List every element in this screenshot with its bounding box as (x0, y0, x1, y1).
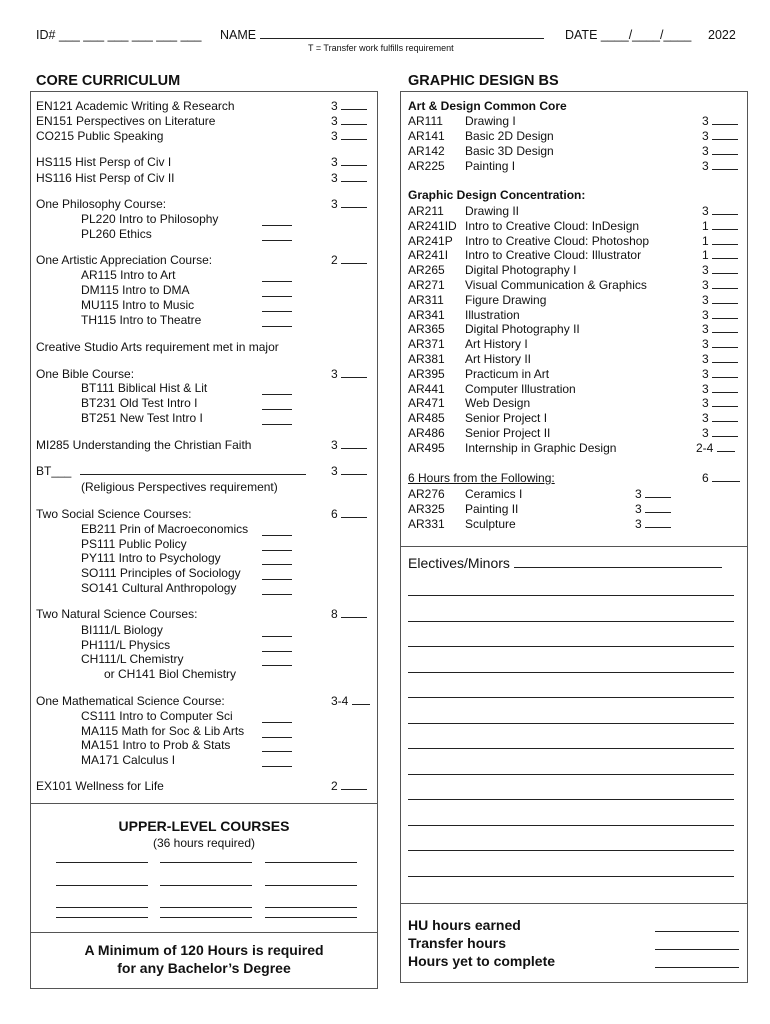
core-course-label: PS111 Public Policy (81, 537, 187, 551)
upper-level-course-line[interactable] (56, 885, 148, 886)
course-name: Basic 3D Design (465, 144, 554, 158)
course-name: Senior Project II (465, 426, 551, 440)
id-label: ID# (36, 28, 56, 42)
course-code: AR341 (408, 307, 445, 322)
major-credit[interactable] (702, 367, 738, 381)
credit-blank[interactable] (341, 607, 367, 618)
upper-level-course-line[interactable] (265, 917, 357, 918)
credit-value: 3 (702, 263, 709, 278)
major-credit[interactable] (702, 396, 738, 410)
course-code: AR381 (408, 352, 445, 366)
elective-line[interactable] (408, 697, 734, 698)
credit-blank[interactable] (341, 155, 367, 166)
core-course-label: Two Social Science Courses: (36, 507, 192, 521)
hours-yet-label: Hours yet to complete (408, 953, 556, 969)
credit-blank[interactable] (712, 382, 738, 393)
major-course-row (408, 114, 516, 128)
credit-value: 8 (331, 607, 338, 621)
core-credit[interactable] (331, 129, 367, 143)
course-code: AR111 (408, 114, 443, 128)
option-check-blank[interactable] (262, 727, 292, 738)
course-name: Drawing I (465, 114, 516, 128)
course-name: Sculpture (465, 517, 516, 531)
course-name: Drawing II (465, 204, 520, 218)
core-credit[interactable] (331, 114, 367, 128)
core-course-label: EX101 Wellness for Life (36, 779, 164, 793)
credit-blank[interactable] (341, 114, 367, 125)
major-course-row (408, 426, 550, 440)
credit-value: 3 (702, 114, 709, 128)
core-course-label: DM115 Intro to DMA (81, 283, 190, 297)
course-code: AR485 (408, 411, 445, 426)
credit-blank[interactable] (712, 322, 738, 333)
credit-blank[interactable] (645, 502, 671, 513)
credit-value: 3 (702, 322, 709, 337)
credit-value: 2 (331, 253, 338, 267)
course-code: AR365 (408, 322, 445, 337)
elective-line[interactable] (408, 748, 734, 749)
major-title: GRAPHIC DESIGN BS (408, 73, 559, 89)
core-credit[interactable] (331, 779, 367, 793)
credit-value: 3 (702, 366, 709, 381)
option-check-blank[interactable] (262, 399, 292, 410)
core-credit[interactable] (331, 99, 367, 113)
core-credit[interactable] (331, 367, 367, 381)
major-course-row (408, 487, 522, 501)
core-course-label: PH111/L Physics (81, 638, 171, 652)
credit-blank[interactable] (712, 411, 738, 422)
major-course-row (408, 337, 528, 351)
upper-level-course-line[interactable] (160, 885, 252, 886)
credit-blank[interactable] (341, 253, 367, 264)
major-credit[interactable] (702, 322, 738, 336)
course-code: AR241I (408, 248, 449, 263)
credit-value: 1 (702, 248, 709, 263)
course-name: Figure Drawing (465, 292, 547, 307)
electives-title (408, 555, 722, 571)
core-course-label: MU115 Intro to Music (81, 298, 195, 312)
transfer-hours-label: Transfer hours (408, 935, 507, 951)
major-course-row (408, 411, 547, 425)
core-course-label: One Bible Course: (36, 367, 135, 381)
major-course-row (408, 219, 639, 233)
credit-value: 3 (331, 367, 338, 381)
credit-value: 3 (702, 144, 709, 158)
option-check-blank[interactable] (262, 569, 292, 580)
credit-value: 3 (331, 171, 338, 185)
major-course-row (408, 159, 515, 173)
core-course-label: Creative Studio Arts requirement met in major (36, 340, 279, 354)
credit-blank[interactable] (712, 337, 738, 348)
credit-blank[interactable] (712, 308, 738, 319)
hours-yet-input[interactable] (655, 967, 739, 968)
name-field[interactable] (220, 28, 544, 42)
transfer-hours-input[interactable] (655, 949, 739, 950)
credit-blank[interactable] (712, 159, 738, 170)
credit-blank[interactable] (712, 278, 738, 289)
core-course-label: SO141 Cultural Anthropology (81, 581, 237, 595)
major-course-row (408, 382, 576, 396)
credit-blank[interactable] (717, 441, 735, 452)
elective-line[interactable] (408, 621, 734, 622)
credit-blank[interactable] (712, 204, 738, 215)
course-code: AR441 (408, 381, 445, 396)
major-course-row (408, 234, 649, 248)
elective-line[interactable] (408, 646, 734, 647)
option-check-blank[interactable] (262, 215, 292, 226)
major-course-row (408, 248, 641, 262)
concentration-title: Graphic Design Concentration: (408, 188, 586, 202)
upper-level-course-line[interactable] (56, 862, 148, 863)
core-course-label: MA171 Calculus I (81, 753, 176, 767)
major-course-row (408, 263, 576, 277)
major-credit[interactable] (702, 293, 738, 307)
core-course-label: BT231 Old Test Intro I (81, 396, 198, 410)
major-credit[interactable] (702, 248, 738, 262)
core-course-label: One Philosophy Course: (36, 197, 167, 211)
course-code: AR495 (408, 440, 445, 455)
major-credit[interactable] (702, 278, 738, 292)
option-check-blank[interactable] (262, 540, 292, 551)
credit-blank[interactable] (341, 464, 367, 475)
course-code: AR311 (408, 292, 444, 307)
upper-level-course-line[interactable] (265, 907, 357, 908)
major-course-row (408, 322, 580, 336)
core-course-label: TH115 Intro to Theatre (81, 313, 202, 327)
course-code: AR265 (408, 263, 445, 278)
credit-blank[interactable] (712, 114, 738, 125)
credit-blank[interactable] (712, 352, 738, 363)
major-credit[interactable] (702, 411, 738, 425)
course-name: Basic 2D Design (465, 129, 554, 143)
credit-value: 3 (331, 155, 338, 169)
major-credit[interactable] (702, 114, 738, 128)
credit-blank[interactable] (341, 367, 367, 378)
core-course-label: BT251 New Test Intro I (81, 411, 203, 425)
option-check-blank[interactable] (262, 626, 292, 637)
credit-blank[interactable] (341, 99, 367, 110)
upper-level-course-line[interactable] (265, 885, 357, 886)
credit-blank[interactable] (341, 438, 367, 449)
credit-value: 3 (702, 278, 709, 292)
credit-blank[interactable] (341, 507, 367, 518)
course-name: Painting I (465, 159, 516, 173)
credit-value: 3 (331, 197, 338, 211)
core-course-label: CH111/L Chemistry (81, 652, 184, 666)
core-credit[interactable] (331, 197, 367, 211)
credit-value: 3 (331, 464, 338, 478)
course-name: Senior Project I (465, 411, 548, 426)
option-check-blank[interactable] (262, 525, 292, 536)
core-course-label: BI111/L Biology (81, 623, 163, 637)
course-name: Digital Photography I (465, 263, 577, 278)
credit-value: 3 (331, 438, 338, 452)
core-course-label: EN151 Perspectives on Literature (36, 114, 216, 128)
credit-value: 3 (702, 411, 709, 426)
credit-blank[interactable] (712, 426, 738, 437)
elective-line[interactable] (408, 825, 734, 826)
course-name: Ceramics I (465, 487, 523, 501)
option-check-blank[interactable] (262, 286, 292, 297)
hu-hours-label: HU hours earned (408, 917, 521, 933)
core-course-label: One Mathematical Science Course: (36, 694, 225, 708)
major-credit[interactable] (702, 129, 738, 143)
core-course-label: Two Natural Science Courses: (36, 607, 198, 621)
minimum-line-1: A Minimum of 120 Hours is required (84, 942, 324, 958)
credit-value: 3 (635, 487, 642, 501)
elective-line[interactable] (408, 850, 734, 851)
six-hours-credit-value: 6 (702, 471, 709, 485)
electives-label: Electives/Minors (408, 555, 510, 571)
course-code: AR331 (408, 517, 445, 531)
credit-blank[interactable] (712, 219, 738, 230)
core-course-label: One Artistic Appreciation Course: (36, 253, 213, 267)
core-course-label: EN121 Academic Writing & Research (36, 99, 235, 113)
major-course-row (408, 367, 549, 381)
course-name: Internship in Graphic Design (465, 440, 617, 455)
core-credit[interactable] (331, 155, 367, 169)
credit-value: 3 (331, 129, 338, 143)
hu-hours-input[interactable] (655, 931, 739, 932)
credit-blank[interactable] (712, 248, 738, 259)
core-course-label: CS111 Intro to Computer Sci (81, 709, 233, 723)
course-name: Practicum in Art (465, 366, 550, 381)
credit-value: 3 (702, 352, 709, 366)
option-check-blank[interactable] (262, 655, 292, 666)
major-course-row (408, 204, 519, 218)
date-blanks: ____/____/____ (600, 28, 692, 42)
upper-level-course-line[interactable] (265, 862, 357, 863)
credit-value: 3 (331, 114, 338, 128)
minimum-line-2: for any Bachelor’s Degree (117, 960, 291, 976)
major-credit[interactable] (702, 159, 738, 173)
upper-level-course-line[interactable] (160, 862, 252, 863)
date-label: DATE (565, 28, 598, 42)
major-credit[interactable] (702, 204, 738, 218)
option-check-blank[interactable] (262, 384, 292, 395)
credit-value: 3 (702, 381, 709, 396)
elective-line[interactable] (408, 672, 734, 673)
course-code: AR486 (408, 426, 445, 440)
core-course-label: HS116 Hist Persp of Civ II (36, 171, 175, 185)
core-credit[interactable] (331, 438, 367, 452)
course-code: AR141 (408, 129, 445, 143)
credit-blank[interactable] (712, 129, 738, 140)
course-name: Web Design (465, 396, 531, 411)
major-credit[interactable] (702, 426, 738, 440)
credit-value: 3 (702, 204, 709, 218)
id-blanks: ___ ___ ___ ___ ___ ___ (58, 28, 202, 42)
course-code: AR395 (408, 366, 445, 381)
core-title: CORE CURRICULUM (36, 73, 181, 89)
major-course-row (408, 396, 530, 410)
credit-blank[interactable] (352, 694, 370, 705)
credit-value: 3 (702, 159, 709, 173)
core-course-label: HS115 Hist Persp of Civ I (36, 155, 172, 169)
option-check-blank[interactable] (262, 712, 292, 723)
upper-level-title: UPPER-LEVEL COURSES (118, 818, 290, 834)
elective-line[interactable] (408, 774, 734, 775)
major-course-row (408, 517, 516, 531)
credit-blank[interactable] (712, 367, 738, 378)
credit-blank[interactable] (712, 293, 738, 304)
core-credit[interactable] (331, 607, 367, 621)
core-course-label: PL220 Intro to Philosophy (81, 212, 219, 226)
core-credit[interactable] (331, 507, 367, 521)
upper-level-course-line[interactable] (56, 917, 148, 918)
credit-value: 2-4 (696, 440, 714, 455)
option-check-blank[interactable] (262, 584, 292, 595)
major-course-row (408, 129, 554, 143)
course-name: Art History I (465, 337, 528, 352)
transfer-note: T = Transfer work fulfills requirement (308, 43, 454, 53)
credit-value: 3 (702, 426, 709, 440)
course-code: AR241ID (408, 218, 457, 233)
course-code: AR325 (408, 502, 445, 516)
credit-blank[interactable] (341, 779, 367, 790)
major-credit[interactable] (696, 441, 735, 455)
course-code: AR211 (408, 204, 444, 218)
course-name: Digital Photography II (465, 322, 580, 337)
core-credit[interactable] (331, 464, 367, 478)
major-credit[interactable] (702, 144, 738, 158)
credit-blank[interactable] (712, 396, 738, 407)
major-credit[interactable] (702, 308, 738, 322)
major-credit[interactable] (635, 502, 671, 516)
core-course-label: SO111 Principles of Sociology (81, 566, 241, 580)
option-check-blank[interactable] (262, 641, 292, 652)
major-course-row (408, 293, 546, 307)
core-course-label: CO215 Public Speaking (36, 129, 164, 143)
core-course-label: MA151 Intro to Prob & Stats (81, 738, 231, 752)
course-name: Computer Illustration (465, 381, 576, 396)
core-course-label: (Religious Perspectives requirement) (81, 480, 278, 494)
course-code: AR241P (408, 233, 453, 248)
course-code: AR142 (408, 144, 445, 158)
major-credit[interactable] (702, 382, 738, 396)
course-name: Intro to Creative Cloud: Photoshop (465, 233, 650, 248)
course-code: AR276 (408, 487, 445, 501)
upper-level-course-line[interactable] (56, 907, 148, 908)
core-credit[interactable] (331, 253, 367, 267)
option-check-blank[interactable] (262, 230, 292, 241)
option-check-blank[interactable] (262, 756, 292, 767)
core-course-label: AR115 Intro to Art (81, 268, 176, 282)
course-code: AR471 (408, 396, 445, 411)
credit-value: 3 (635, 517, 642, 531)
major-course-row (408, 144, 554, 158)
course-name: Visual Communication & Graphics (465, 278, 647, 292)
six-hours-title: 6 Hours from the Following: (408, 471, 555, 485)
upper-level-course-line[interactable] (160, 907, 252, 908)
credit-value: 3 (702, 396, 709, 411)
core-course-label: BT___ (36, 464, 72, 478)
option-check-blank[interactable] (262, 316, 292, 327)
date-field[interactable] (565, 28, 691, 42)
credit-blank[interactable] (645, 487, 671, 498)
core-credit[interactable] (331, 694, 370, 708)
option-check-blank[interactable] (262, 741, 292, 752)
major-course-row (408, 502, 518, 516)
major-credit[interactable] (702, 234, 738, 248)
year: 2022 (708, 28, 736, 42)
six-hours-credits[interactable] (702, 471, 740, 485)
core-course-label: or CH141 Biol Chemistry (104, 667, 237, 681)
credit-blank[interactable] (645, 517, 671, 528)
major-credit[interactable] (702, 263, 738, 277)
credit-blank[interactable] (712, 263, 738, 274)
credit-blank[interactable] (712, 234, 738, 245)
core-course-label: PY111 Intro to Psychology (81, 551, 221, 565)
religious-course-blank[interactable] (80, 464, 306, 475)
id-field[interactable] (36, 28, 201, 42)
course-name: Intro to Creative Cloud: InDesign (465, 218, 640, 233)
credit-value: 3 (635, 502, 642, 516)
course-code: AR271 (408, 278, 445, 292)
credit-value: 3 (331, 99, 338, 113)
core-course-label: EB211 Prin of Macroeconomics (81, 522, 249, 536)
credit-blank[interactable] (341, 197, 367, 208)
elective-line[interactable] (408, 876, 734, 877)
course-code: AR371 (408, 337, 445, 352)
major-course-row (408, 352, 531, 366)
major-course-row (408, 308, 520, 322)
common-core-title: Art & Design Common Core (408, 99, 567, 113)
option-check-blank[interactable] (262, 554, 292, 565)
credit-value: 1 (702, 233, 709, 248)
major-course-row (408, 441, 616, 455)
elective-line[interactable] (408, 723, 734, 724)
credit-value: 6 (331, 507, 338, 521)
credit-value: 3-4 (331, 694, 349, 708)
credit-blank[interactable] (712, 144, 738, 155)
name-label: NAME (220, 28, 257, 42)
major-credit[interactable] (702, 219, 738, 233)
core-credit[interactable] (331, 171, 367, 185)
course-name: Art History II (465, 352, 532, 366)
credit-value: 1 (702, 218, 709, 233)
core-course-label: MI285 Understanding the Christian Faith (36, 438, 252, 452)
option-check-blank[interactable] (262, 414, 292, 425)
option-check-blank[interactable] (262, 271, 292, 282)
elective-line[interactable] (408, 799, 734, 800)
credit-value: 3 (702, 307, 709, 322)
credit-blank[interactable] (341, 129, 367, 140)
credit-value: 2 (331, 779, 338, 793)
course-name: Intro to Creative Cloud: Illustrator (465, 248, 642, 263)
course-name: Painting II (465, 502, 519, 516)
upper-level-course-line[interactable] (160, 917, 252, 918)
core-course-label: MA115 Math for Soc & Lib Arts (81, 724, 245, 738)
upper-level-subtitle: (36 hours required) (152, 836, 256, 850)
option-check-blank[interactable] (262, 301, 292, 312)
major-course-row (408, 278, 647, 292)
major-credit[interactable] (635, 487, 671, 501)
core-course-label: BT111 Biblical Hist & Lit (81, 381, 208, 395)
major-credit[interactable] (635, 517, 671, 531)
credit-value: 3 (702, 129, 709, 143)
credit-value: 3 (702, 337, 709, 352)
major-credit[interactable] (702, 352, 738, 366)
major-credit[interactable] (702, 337, 738, 351)
elective-line[interactable] (408, 595, 734, 596)
credit-value: 3 (702, 292, 709, 307)
core-course-label: PL260 Ethics (81, 227, 152, 241)
credit-blank[interactable] (341, 171, 367, 182)
course-name: Illustration (465, 307, 520, 322)
course-code: AR225 (408, 159, 445, 173)
